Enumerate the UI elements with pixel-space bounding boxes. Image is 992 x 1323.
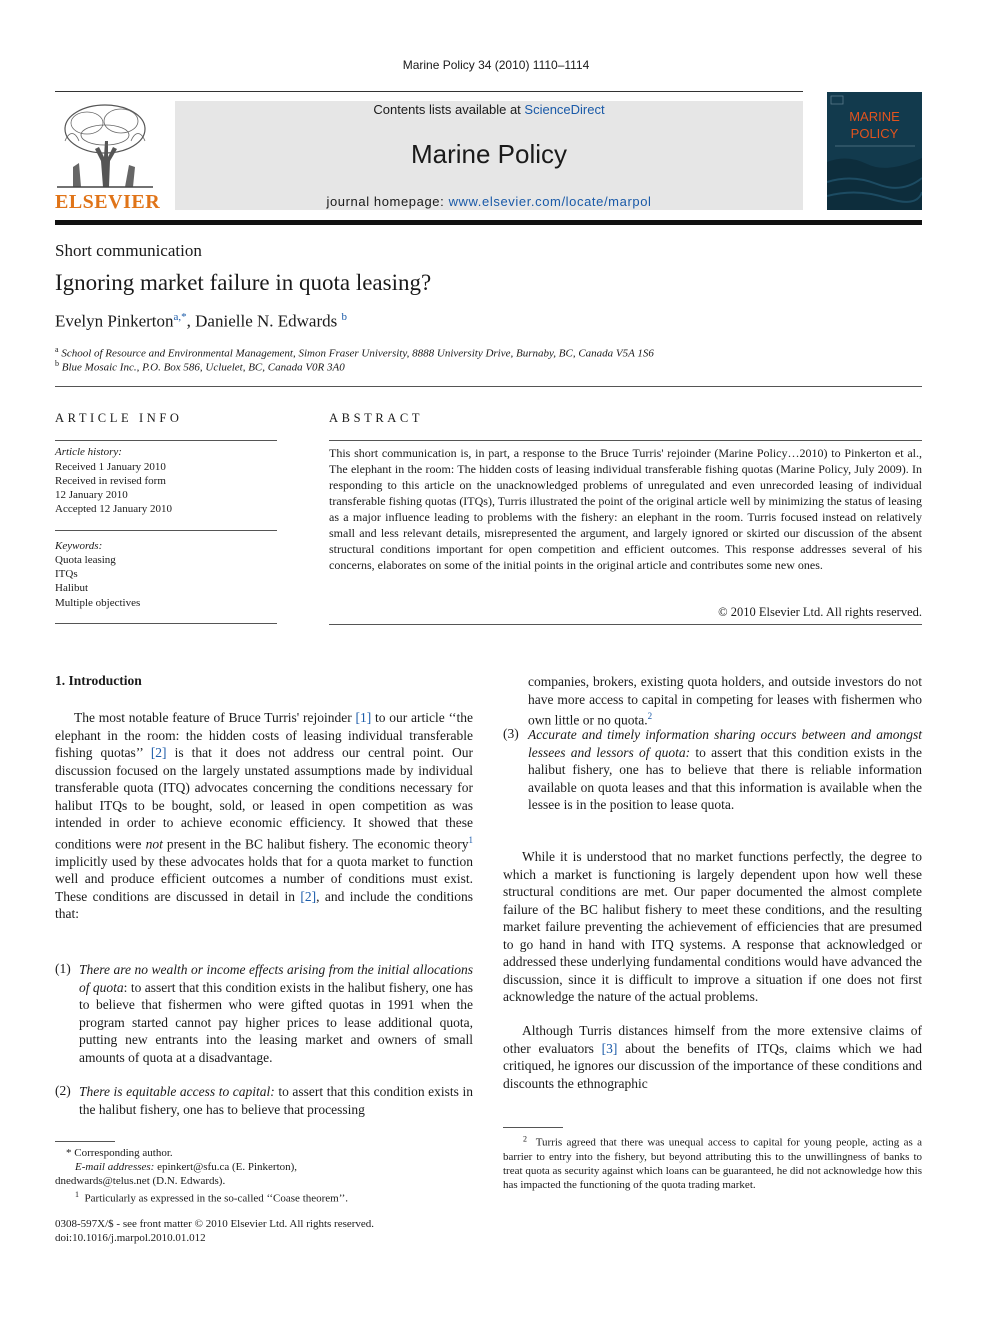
cover-title-line1: MARINE [849,109,900,124]
abstract-rule-bottom [329,624,922,625]
footnote-email-line-2 [55,1174,225,1188]
reference-link-2b[interactable]: [2] [300,888,317,904]
email-pinkerton-link[interactable]: epinkert@sfu.ca (E. Pinkerton), [154,1161,298,1173]
abstract-heading: ABSTRACT [329,411,424,425]
history-received: Received 1 January 2010 [55,461,166,473]
affil-mark-a: a [55,345,59,354]
section-heading-introduction: 1. Introduction [55,673,142,688]
footnote-2 [503,1132,922,1192]
footnote-1 [75,1188,348,1206]
info-rule-bottom [55,623,277,624]
footnote-rule-left [55,1141,115,1142]
contents-line [175,102,803,117]
info-rule-top [55,440,277,441]
doi-link[interactable]: doi:10.1016/j.marpol.2010.01.012 [55,1232,206,1244]
footnote-1-mark: 1 [75,1190,79,1199]
history-revised: Received in revised form [55,475,166,487]
affil-mark-b: b [55,359,59,368]
footnote-email-line [75,1160,297,1174]
footnote-corresponding: * Corresponding author. [66,1147,173,1159]
elsevier-wordmark: ELSEVIER [55,191,161,213]
author-list [55,311,347,332]
item3-emphasis: Accurate and timely information sharing occurs between and amongst lessees and lessors of quota: [528,727,922,760]
footnote-link-2[interactable]: 2 [647,711,653,721]
author-pinkerton: Evelyn Pinkerton [55,311,174,331]
list-item-2-left [79,1083,473,1118]
item2-text-left: to assert that this condition exists in the halibut fishery, one has to believe that processing [79,1084,473,1117]
header-thick-rule [55,220,922,225]
reference-link-3[interactable]: [3] [601,1040,618,1056]
item1-emphasis: There are no wealth or income effects arising from the initial allocations of quota [79,962,473,995]
p1-text-e: implicitly used by these advocates holds that for a quota market to function well and produce efficient outcomes a number of conditions must exist. These conditions are discussed in detail in [55,853,473,904]
p1-text-c: is that it does not address our central point. Our discussion focused on the largely unstated assumptions made by individual transferable quota (ITQ) advocates concerning the conditions necessary for halibut ITQs to be bought, sold, or leased in open competition as was intended in order to achieve economic efficiency. It showed that these conditions were [55,745,473,851]
list-number-2: (2) [55,1083,71,1098]
list-number-1: (1) [55,961,71,976]
p1-emphasis-not: not [145,836,163,851]
abstract-text: This short communication is, in part, a response to the Bruce Turris' rejoinder (Marine Policy…2010) to Pinkerton et al., The elephant in the room: The hidden costs of leasing individual transferable fishing quotas (Marine Policy, July 2009). In responding to this article on the unacknowledged problems of unregulated and even unrecorded leasing of individual transferable fishing quotas (ITQs), Turris illustrated the point of the original article well by minimizing the status of leasing as a major influence leading to problems with the fishery: an elephant in the room. Turris focused instead on relatively small and less relevant details, misrepresented the argument, and largely ignored or skirted our discussion of the absent structural conditions important for open competition and efficient outcomes. This response addresses several of his concerns, elaborates on some of the initial points in the original article and contributes some new ones. [329,446,922,572]
footnote-2-mark: 2 [523,1134,527,1143]
issn-text: 0308-597X/$ - see front matter © 2010 Elsevier Ltd. All rights reserved. [55,1218,375,1230]
item3-text: to assert that this condition exists in the halibut fishery, one has to believe that there is reliable information available on quota leases and that this information is available when the lessee is in the position to lease quota. [528,744,922,812]
item1-text: : to assert that this condition exists in the halibut fishery, one has to believe that fishermen who were gifted quotas in 1991 when the program started cannot pay higher prices to lease additional quota, putting new entrants into the leasing market and owners of small amounts of quota at a disadvantage. [79,979,473,1065]
footnote-rule-right [503,1127,563,1128]
email-label: E-mail addresses: [75,1161,155,1173]
p1-text-f: , and include the conditions that: [55,888,473,921]
keywords-label: Keywords: [55,540,103,552]
abstract-rule-top [329,440,922,441]
affil-link-a[interactable]: a, [173,311,182,323]
affiliation-rule [55,386,922,387]
intro-paragraph-2: While it is understood that no market functions perfectly, the degree to which a market is functioning is largely dependent upon how well these structural conditions are met. Our paper documented the almost complete failure of the BC halibut fishery to meet these conditions, and the resulting market failure preventing the achievement of efficiencies that are presumed to go hand in hand with ITQ systems. A response that acknowledged or addressed these underlying fundamental conditions would have advanced the discussion, since it is difficult to improve a situation if one does not first acknowledge the nature of the actual problems. [503,849,922,1004]
reference-link-1[interactable]: [1] [355,710,372,725]
author-separator: , [186,311,196,331]
item2-text-right: companies, brokers, existing quota holders, and outside investors do not have more access to capital in competing for leases with fishermen who own little or no quota. [528,674,922,728]
history-accepted: Accepted 12 January 2010 [55,503,172,515]
p1-text-a: The most notable feature of Bruce Turris' rejoinder [74,710,356,725]
article-title: Ignoring market failure in quota leasing? [55,270,432,295]
journal-title: Marine Policy [410,139,568,169]
list-number-3: (3) [503,726,519,741]
keyword-item: ITQs [55,568,78,580]
affil-link-b[interactable]: b [341,311,347,323]
history-revised-date: 12 January 2010 [55,489,128,501]
p1-text-d: present in the BC halibut fishery. The economic theory [162,836,469,851]
keyword-item: Multiple objectives [55,597,141,609]
intro-paragraph-1 [55,709,473,923]
list-item-1 [79,961,473,1066]
corresponding-author-link[interactable]: * [181,311,187,323]
footnote-1-text: Particularly as expressed in the so-called ‘‘Coase theorem’’. [84,1192,348,1205]
item2-emphasis: There is equitable access to capital: [79,1084,275,1099]
footnote-link-1[interactable]: 1 [468,834,473,845]
footnote-2-text: Turris agreed that there was unequal access to capital for young people, acting as a barrier to entry into the fishery, but beyond attributing this to the unwillingness of banks to treat quota as security against which loans can be guaranteed, he did not acknowledge how this has impacted the functioning of the quota trading market. [503,1136,922,1191]
history-label: Article history: [55,446,122,458]
list-item-3 [528,726,922,814]
article-info-heading: ARTICLE INFO [55,411,183,425]
issn-line [55,1217,374,1245]
abstract-copyright: © 2010 Elsevier Ltd. All rights reserved. [718,605,922,619]
reference-link-2[interactable]: [2] [150,745,167,760]
info-rule-mid [55,530,277,531]
intro-paragraph-3 [503,1022,922,1092]
homepage-line [175,194,803,209]
keyword-item: Quota leasing [55,554,116,566]
homepage-prefix: journal homepage: [326,194,449,209]
article-type: Short communication [55,241,202,260]
journal-homepage-link[interactable]: www.elsevier.com/locate/marpol [448,194,652,209]
affiliation-b [55,359,345,374]
journal-citation: Marine Policy 34 (2010) 1110–1114 [402,58,590,72]
sciencedirect-link[interactable]: ScienceDirect [524,102,605,117]
header-rule [55,91,803,92]
cover-title-line2: POLICY [850,126,899,141]
p3-text-a: Although Turris distances himself from the more extensive claims of other evaluators [503,1023,922,1056]
affil-a-text: School of Resource and Environmental Management, Simon Fraser University, 8888 University Drive, Burnaby, BC, Canada V5A 1S6 [61,347,654,360]
affiliation-a [55,345,654,360]
list-item-2-right [528,673,922,729]
p3-text-b: about the benefits of ITQs, claims which we had critiqued, he ignores our discussion of the importance of these conditions and discounts the ethnographic [503,1040,922,1091]
author-edwards: Danielle N. Edwards [195,311,338,331]
email-edwards-link[interactable]: dnedwards@telus.net (D.N. Edwards). [55,1175,226,1187]
keyword-item: Halibut [55,582,88,594]
cover-title [827,108,922,142]
affil-b-text: Blue Mosaic Inc., P.O. Box 586, Ucluelet, BC, Canada V0R 3A0 [61,361,345,374]
contents-prefix: Contents lists available at [373,102,525,117]
p1-text-b: to our article ‘‘the elephant in the room: the hidden costs of leasing individual transferable fishing quotas’’ [55,710,473,760]
